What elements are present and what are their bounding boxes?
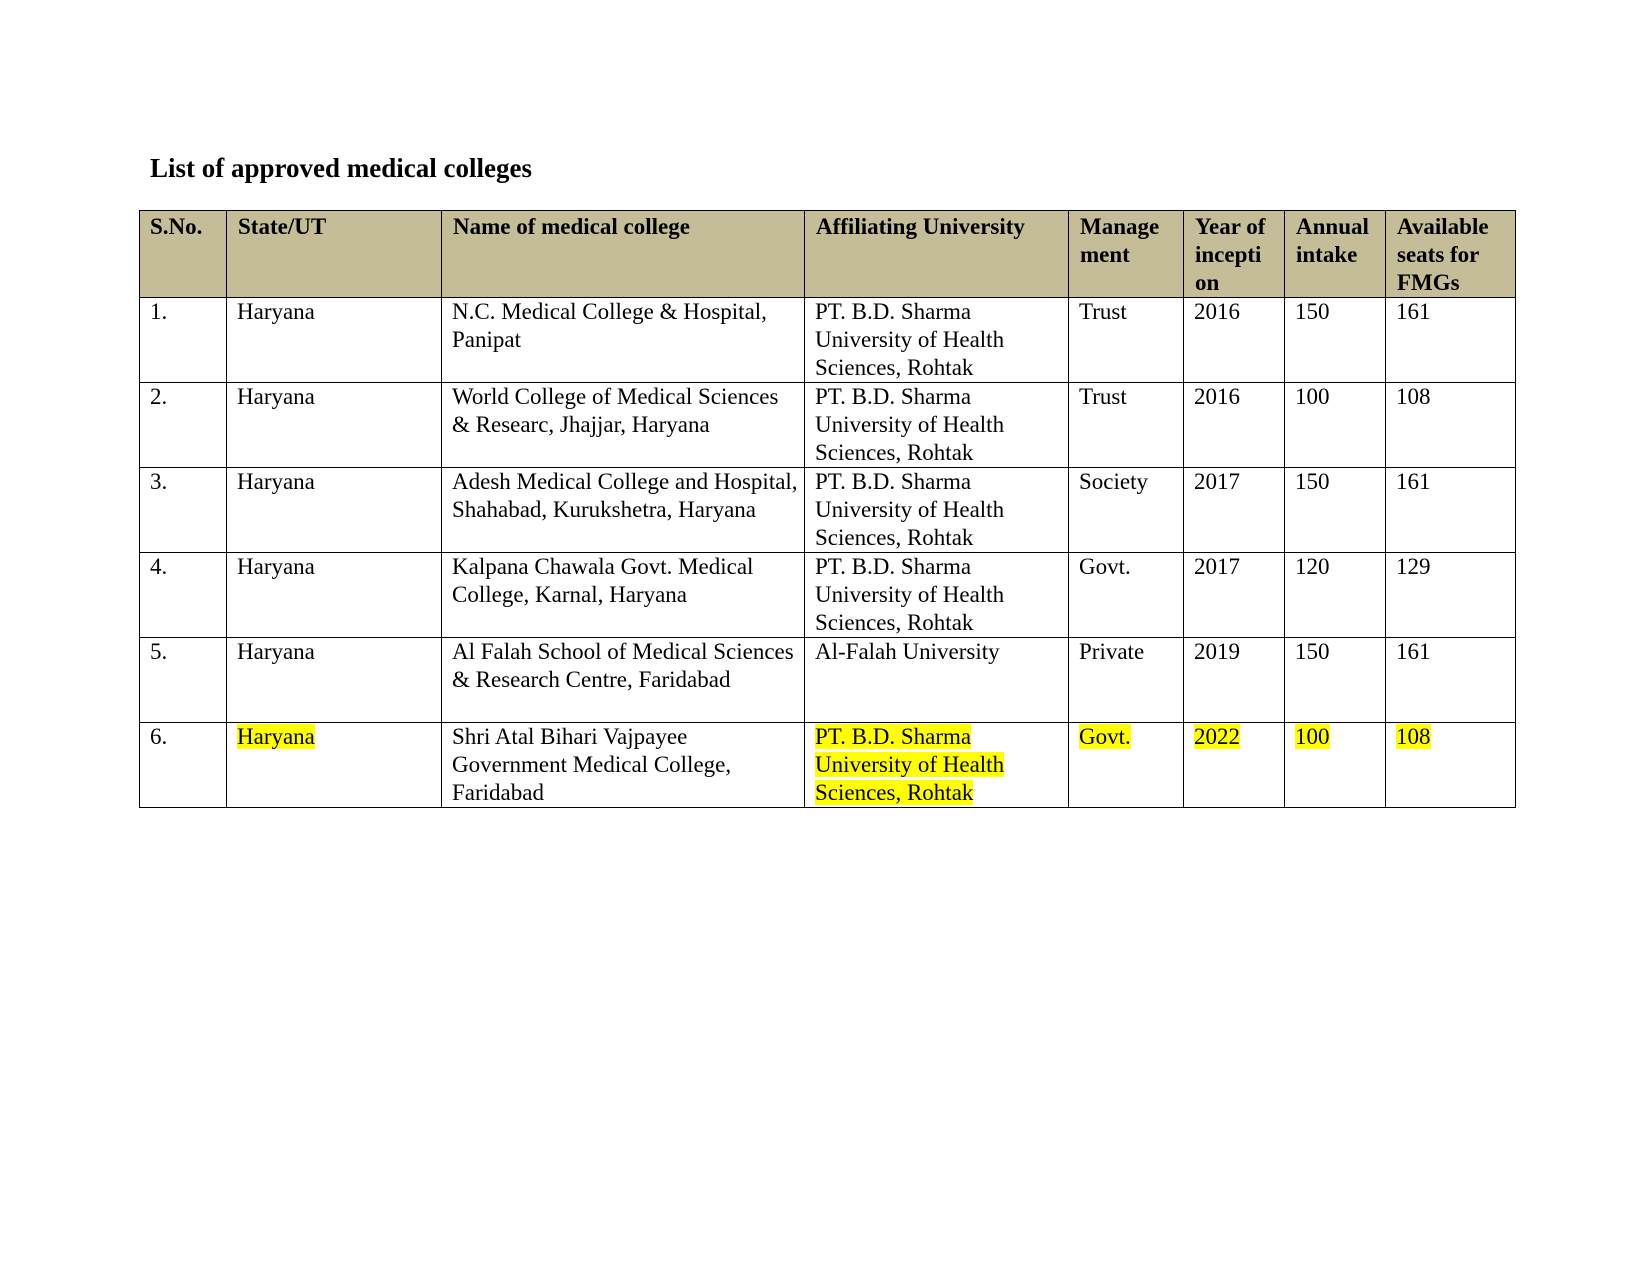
cell-year: 2017 [1184, 553, 1285, 638]
header-college: Name of medical college [442, 211, 805, 298]
cell-college: N.C. Medical College & Hospital, Panipat [442, 298, 805, 383]
cell-seats [1386, 723, 1516, 808]
cell-management: Trust [1069, 298, 1184, 383]
cell-university: PT. B.D. Sharma University of Health Sciences, Rohtak [805, 553, 1069, 638]
header-sno: S.No. [140, 211, 227, 298]
cell-sno: 5. [140, 638, 227, 723]
cell-intake: 150 [1285, 468, 1386, 553]
cell-management: Society [1069, 468, 1184, 553]
table-row [140, 298, 1516, 383]
cell-seats: 161 [1386, 298, 1516, 383]
cell-college: Al Falah School of Medical Sciences & Research Centre, Faridabad [442, 638, 805, 723]
cell-college: Adesh Medical College and Hospital, Shahabad, Kurukshetra, Haryana [442, 468, 805, 553]
cell-management [1069, 723, 1184, 808]
cell-state: Haryana [227, 553, 442, 638]
table-row [140, 468, 1516, 553]
cell-year: 2016 [1184, 298, 1285, 383]
table-row [140, 553, 1516, 638]
cell-sno: 3. [140, 468, 227, 553]
cell-college: Shri Atal Bihari Vajpayee Government Medical College, Faridabad [442, 723, 805, 808]
cell-university: Al-Falah University [805, 638, 1069, 723]
cell-university [805, 723, 1069, 808]
cell-intake: 150 [1285, 638, 1386, 723]
cell-sno: 1. [140, 298, 227, 383]
cell-management: Private [1069, 638, 1184, 723]
page-title: List of approved medical colleges [150, 153, 532, 183]
table-row [140, 723, 1516, 808]
cell-state: Haryana [227, 383, 442, 468]
header-university: Affiliating University [805, 211, 1069, 298]
header-state: State/UT [227, 211, 442, 298]
cell-college: Kalpana Chawala Govt. Medical College, Karnal, Haryana [442, 553, 805, 638]
header-intake: Annual intake [1285, 211, 1386, 298]
cell-year: 2016 [1184, 383, 1285, 468]
cell-year: 2019 [1184, 638, 1285, 723]
cell-seats: 129 [1386, 553, 1516, 638]
highlighted-text: 2022 [1194, 724, 1240, 749]
cell-state [227, 723, 442, 808]
cell-seats: 161 [1386, 468, 1516, 553]
table-header-row [140, 211, 1516, 298]
highlighted-text: PT. B.D. Sharma University of Health Sciences, Rohtak [815, 724, 1005, 805]
cell-seats: 161 [1386, 638, 1516, 723]
header-seats: Available seats for FMGs [1386, 211, 1516, 298]
cell-state: Haryana [227, 298, 442, 383]
table-row [140, 383, 1516, 468]
cell-management: Govt. [1069, 553, 1184, 638]
cell-university: PT. B.D. Sharma University of Health Sciences, Rohtak [805, 383, 1069, 468]
header-management: Manage ment [1069, 211, 1184, 298]
cell-state: Haryana [227, 638, 442, 723]
cell-sno: 4. [140, 553, 227, 638]
cell-sno: 6. [140, 723, 227, 808]
cell-college: World College of Medical Sciences & Researc, Jhajjar, Haryana [442, 383, 805, 468]
cell-university: PT. B.D. Sharma University of Health Sciences, Rohtak [805, 468, 1069, 553]
cell-year: 2017 [1184, 468, 1285, 553]
header-year: Year of incepti on [1184, 211, 1285, 298]
cell-state: Haryana [227, 468, 442, 553]
highlighted-text: 100 [1295, 724, 1330, 749]
cell-intake: 100 [1285, 383, 1386, 468]
highlighted-text: 108 [1396, 724, 1431, 749]
cell-intake: 150 [1285, 298, 1386, 383]
cell-sno: 2. [140, 383, 227, 468]
cell-university: PT. B.D. Sharma University of Health Sciences, Rohtak [805, 298, 1069, 383]
cell-year [1184, 723, 1285, 808]
cell-seats: 108 [1386, 383, 1516, 468]
table-row [140, 638, 1516, 723]
highlighted-text: Haryana [237, 724, 315, 749]
cell-management: Trust [1069, 383, 1184, 468]
highlighted-text: Govt. [1079, 724, 1131, 749]
colleges-table [139, 210, 1516, 808]
cell-intake: 120 [1285, 553, 1386, 638]
cell-intake [1285, 723, 1386, 808]
